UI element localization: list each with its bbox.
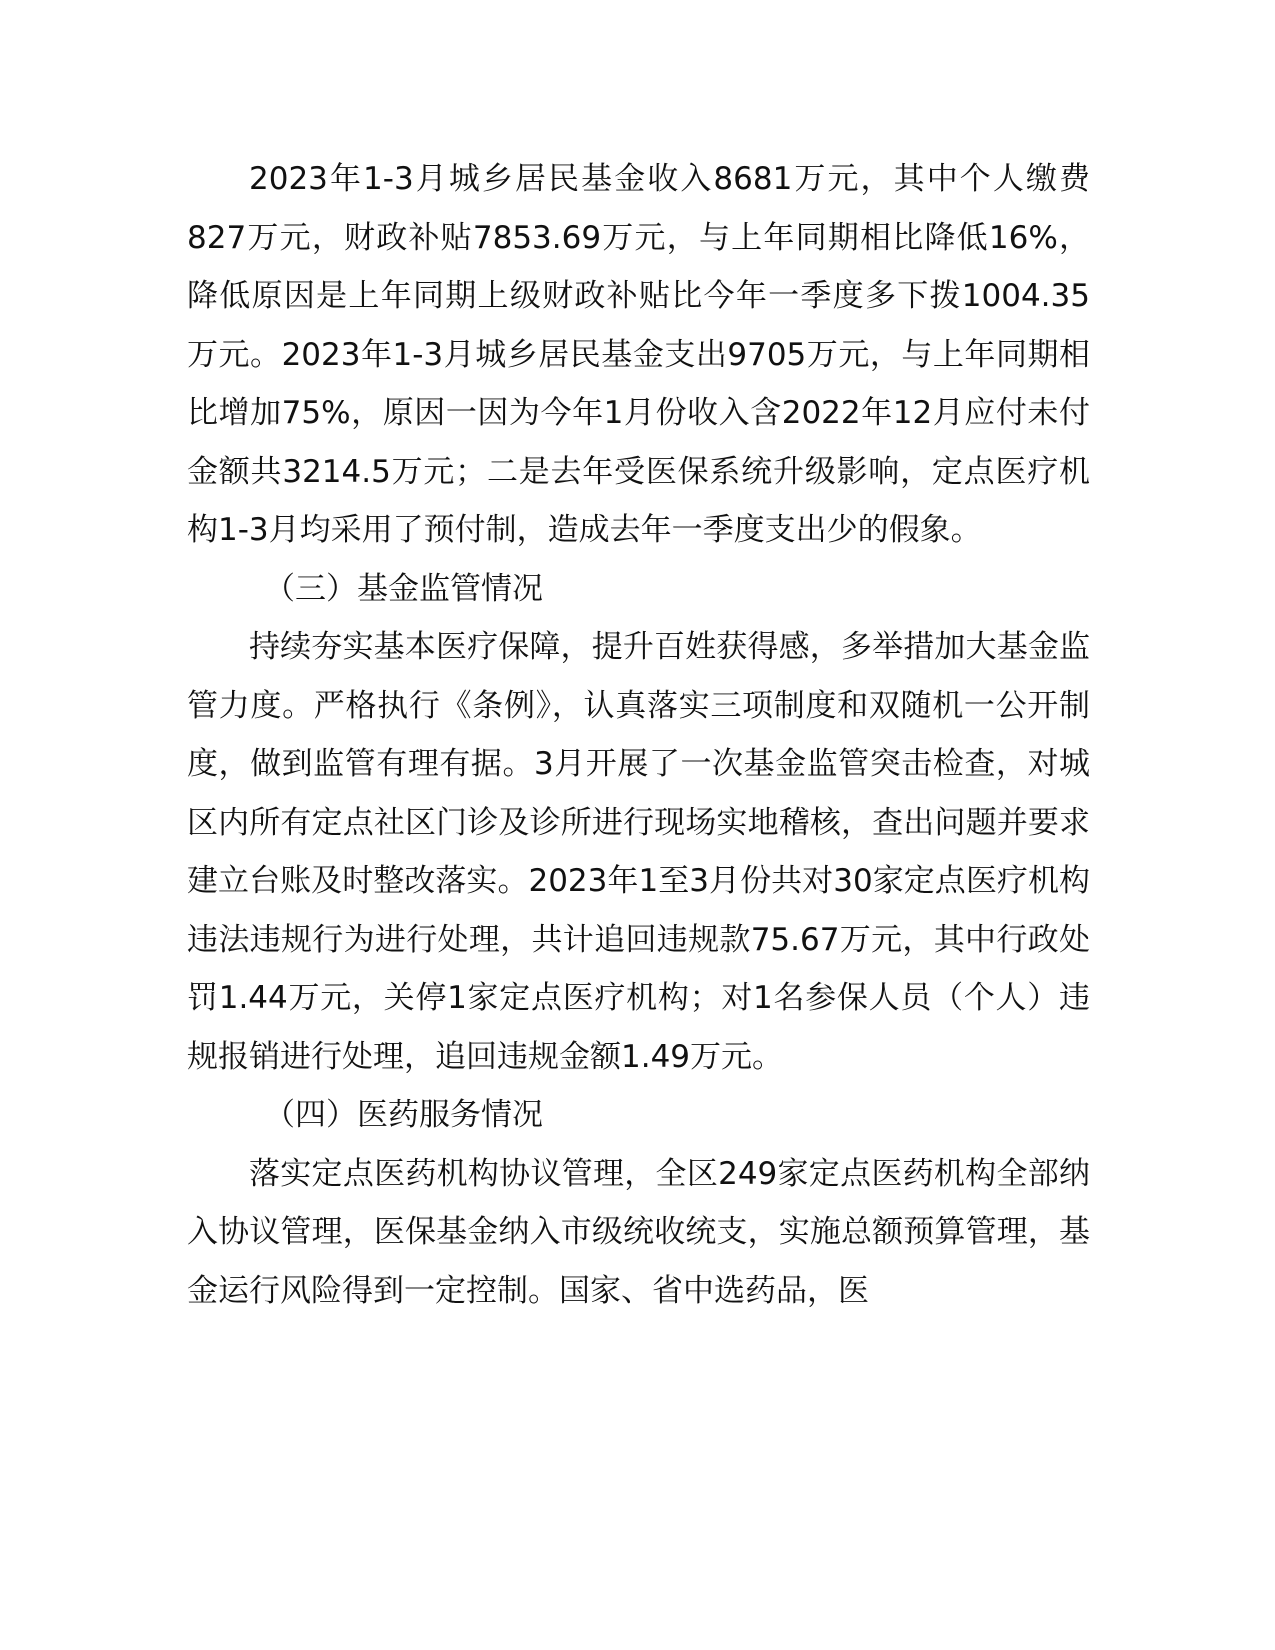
paragraph-pharma-service: 落实定点医药机构协议管理，全区249家定点医药机构全部纳入协议管理，医保基金纳入市级统收统支，实施总额预算管理，基金运行风险得到一定控制。国家、省中选药品，医 [187, 1155, 1090, 1309]
document-body [187, 150, 1090, 1320]
section-heading-pharma-service: （四）医药服务情况 [264, 1097, 543, 1133]
section-heading-fund-supervision: （三）基金监管情况 [264, 570, 543, 607]
paragraph-income-expenditure: 2023年1-3月城乡居民基金收入8681万元，其中个人缴费827万元，财政补贴7853.69万元，与上年同期相比降低16%，降低原因是上年同期上级财政补贴比今年一季度多下拨1004.35万元。2023年1-3月城乡居民基金支出9705万元，与上年同期相比增加75%，原因一因为今年1月份收入含2022年12月应付未付金额共3214.5万元；二是去年受医保系统升级影响，定点医疗机构1-3月均采用了预付制，造成去年一季度支出少的假象。 [187, 161, 1090, 548]
paragraph-fund-supervision: 持续夯实基本医疗保障，提升百姓获得感，多举措加大基金监管力度。严格执行《条例》，认真落实三项制度和双随机一公开制度，做到监管有理有据。3月开展了一次基金监管突击检查，对城区内所有定点社区门诊及诊所进行现场实地稽核，查出问题并要求建立台账及时整改落实。2023年1至3月份共对30家定点医疗机构违法违规行为进行处理，共计追回违规款75.67万元，其中行政处罚1.44万元，关停1家定点医疗机构；对1名参保人员（个人）违规报销进行处理，追回违规金额1.49万元。 [187, 629, 1090, 1075]
